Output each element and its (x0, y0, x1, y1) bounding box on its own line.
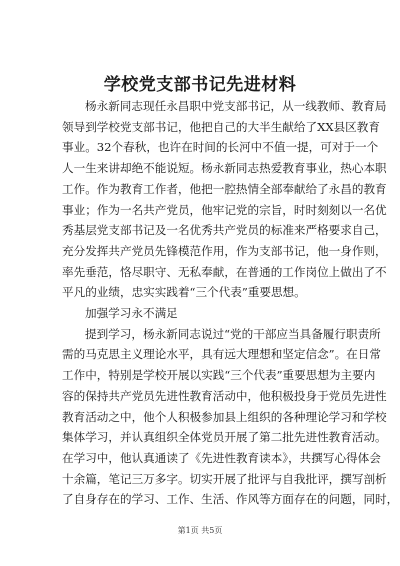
text-line: 事业；作为一名共产党员，他牢记党的宗旨，时时刻刻以一名优 (62, 202, 387, 217)
text-line: 杨永新同志现任永昌职中党支部书记，从一线教师、教育局 (85, 99, 387, 113)
text-line: 提到学习，杨永新同志说过“党的干部应当具备履行职责所 (85, 326, 381, 341)
text-line: 率先垂范，恪尽职守、无私奉献，在普通的工作岗位上做出了不 (62, 264, 387, 279)
text-line: 在学习中，他认真通读了《先进性教育读本》，共撰写心得体会 (62, 450, 381, 465)
paragraph-intro (62, 96, 387, 303)
section-heading-text: 加强学习永不满足 (85, 306, 178, 321)
text-line: 容的保持共产党员先进性教育活动中，他积极投身于党员先进性 (62, 388, 387, 403)
paragraph-study (62, 324, 399, 510)
text-line: 集体学习，并认真组织全体党员开展了第二批先进性教育活动。 (62, 430, 387, 445)
text-line: 需的马克思主义理论水平，具有远大理想和坚定信念”。在日常 (62, 347, 381, 362)
text-line: 秀基层党支部书记及一名优秀共产党员的标准来严格要求自己， (62, 223, 387, 238)
text-line: 人一生来讲却绝不能说短。杨永新同志热爱教育事业，热心本职 (62, 161, 387, 176)
text-line: 了自身存在的学习、工作、生活、作风等方面存在的问题，同时， (62, 492, 399, 507)
text-line: 十余篇，笔记三万多字。切实开展了批评与自我批评，撰写剖析 (62, 471, 387, 486)
page-indicator: 第1页 共5页 (177, 526, 223, 535)
text-line: 工作中，特别是学校开展以实践“三个代表”重要思想为主要内 (62, 368, 376, 383)
document-body (62, 96, 399, 510)
text-line: 充分发挥共产党员先锋模范作用，作为支部书记，他一身作则， (62, 243, 387, 258)
text-line: 事业。32个春秋，也许在时间的长河中不值一提，可对于一个 (62, 140, 379, 155)
section-heading (62, 303, 350, 324)
text-line: 教育活动之中，他个人积极参加县上组织的各种理论学习和学校 (62, 409, 387, 424)
text-line: 工作。作为教育工作者，他把一腔热情全部奉献给了永昌的教育 (62, 181, 387, 196)
document-title: 学校党支部书记先进材料 (103, 75, 297, 95)
text-line: 领导到学校党支部书记，他把自己的大半生献给了XX县区教育 (62, 119, 380, 134)
text-line: 平凡的业绩，忠实实践着“三个代表”重要思想。 (62, 285, 306, 300)
